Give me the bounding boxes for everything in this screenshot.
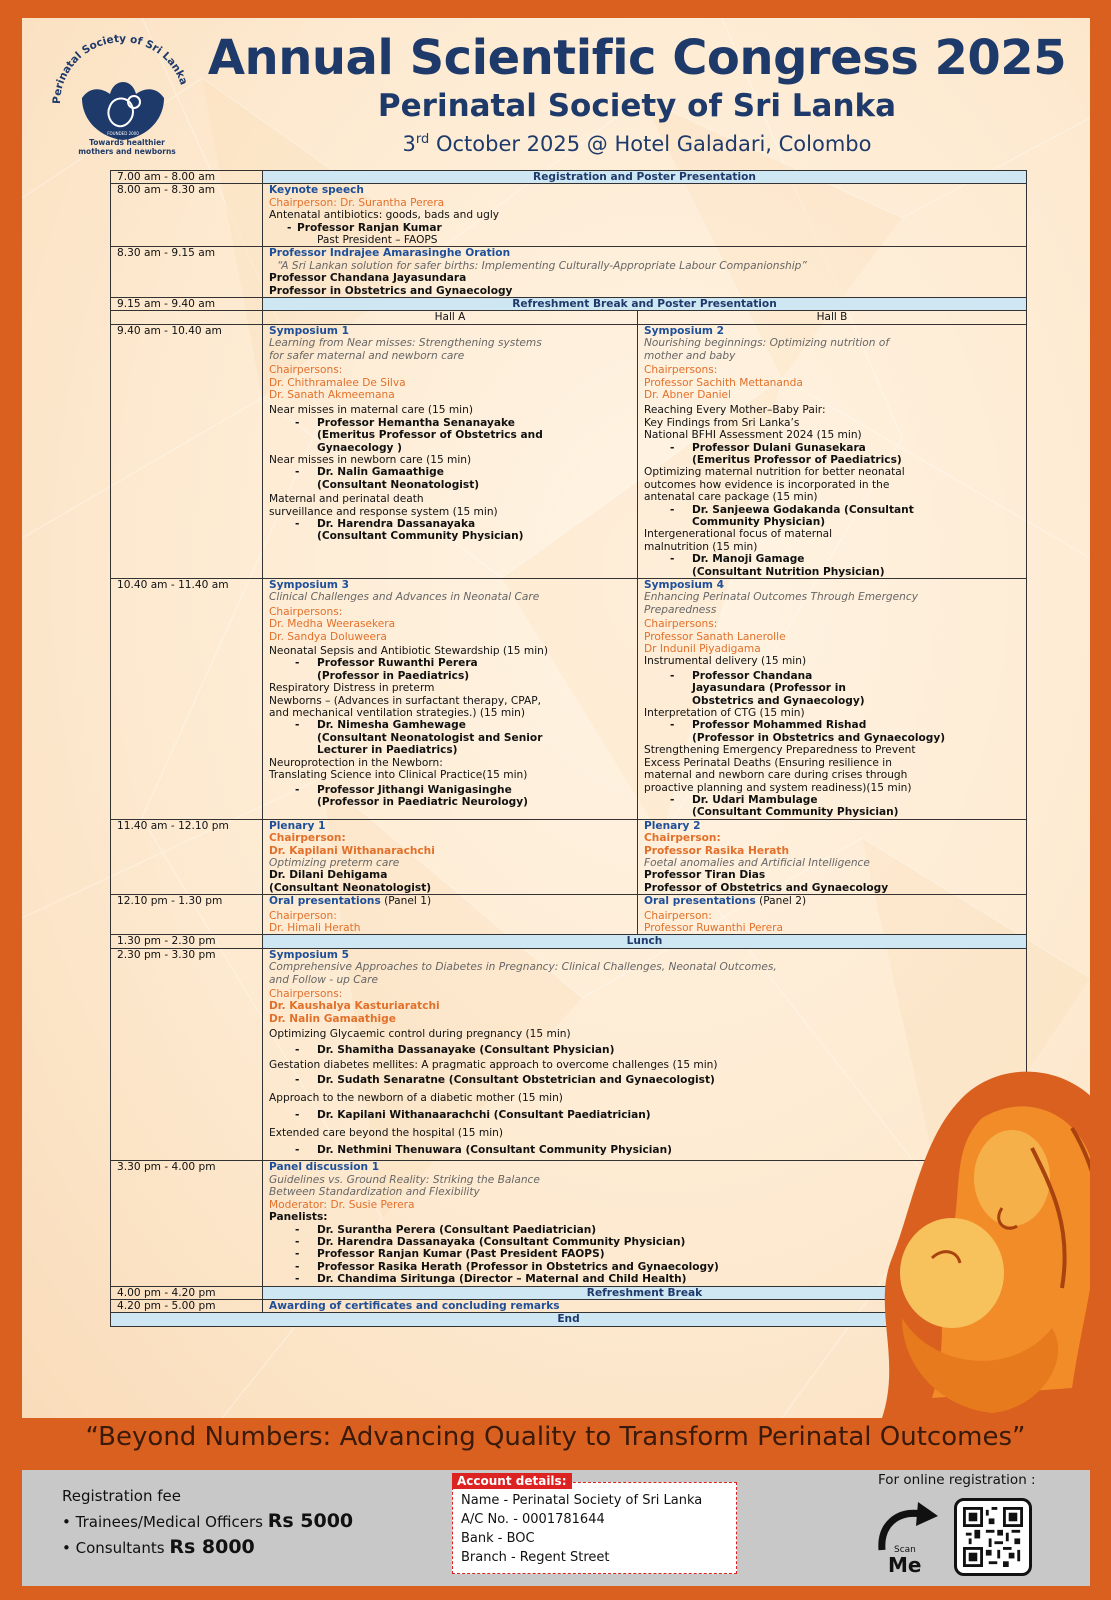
tagline-quote: “Beyond Numbers: Advancing Quality to Transform Perinatal Outcomes” xyxy=(85,1422,1026,1452)
registration-qr-code[interactable] xyxy=(954,1498,1032,1576)
qr-code-icon xyxy=(963,1507,1023,1567)
footer-panel xyxy=(22,1470,1090,1586)
svg-text:FOUNDED 2000: FOUNDED 2000 xyxy=(107,131,139,136)
svg-text:Perinatal Society of Sri Lanka: Perinatal Society of Sri Lanka xyxy=(50,32,190,105)
page-title: Annual Scientific Congress 2025 xyxy=(207,30,1067,86)
symposium-4-cell: Symposium 4 Enhancing Perinatal Outcomes Through Emergency Preparedness Chairpersons: Professor Sanath Lanerolle Dr Indunil Piyadigama Instrumental delivery (15 min) - Professor Chandana Jayasundara (Professor in Obstetrics and Gynaecology) Interpretation of CTG (15 min) - Professor Mohammed Rishad (Professor in Obstetrics and Gynaecology) Strengthening Emergency Preparedness to Prevent Excess Perinatal Deaths (Ensuring resilience in maternal and newborn care during crises through proactive planning and system readiness)(15 min) - Dr. Udari Mambulage (Consultant Community Physician) xyxy=(638,579,1027,820)
table-row: 2.30 pm - 3.30 pm Symposium 5 Comprehensive Approaches to Diabetes in Pregnancy: Clinical Challenges, Neonatal Outcomes, and Follow - up Care Chairpersons: Dr. Kaushalya Kasturiaratchi Dr. Nalin Gamaathige Optimizing Glycaemic control during pregnancy (15 min) - Dr. Shamitha Dassanayake (Consultant Physician) Gestation diabetes mellites: A pragmatic approach to overcome challenges (15 min) - Dr. Sudath Senaratne (Consultant Obstetrician and Gynaecologist) Approach to the newborn of a diabetic mother (15 min) - Dr. Kapilani Withanaarachchi (Consultant Paediatrician) Extended care beyond the hospital (15 min) - Dr. Nethmini Thenuwara (Consultant Community Physician) xyxy=(111,948,1027,1161)
table-row: 11.40 am - 12.10 pm Plenary 1 Chairperson: Dr. Kapilani Withanarachchi Optimizing preterm care Dr. Dilani Dehigama (Consultant Neonatologist) Plenary 2 Chairperson: Professor Rasika Herath Foetal anomalies and Artificial Intelligence Professor Tiran Dias Professor of Obstetrics and Gynaecology xyxy=(111,819,1027,894)
table-row: 8.00 am - 8.30 am Keynote speech Chairperson: Dr. Surantha Perera Antenatal antibiotics: goods, bads and ugly - Professor Ranjan Kumar Past President – FAOPS xyxy=(111,184,1027,247)
table-row: 10.40 am - 11.40 am Symposium 3 Clinical Challenges and Advances in Neonatal Care Chairpersons: Dr. Medha Weerasekera Dr. Sandya Doluweera Neonatal Sepsis and Antibiotic Stewardship (15 min) - Professor Ruwanthi Perera (Professor in Paediatrics) Respiratory Distress in preterm Newborns – (Advances in surfactant therapy, CPAP, and mechanical ventilation strategies.) (15 min) - Dr. Nimesha Gamhewage (Consultant Neonatologist and Senior Lecturer in Paediatrics) Neuroprotection in the Newborn: Translating Science into Clinical Practice(15 min) - Professor Jithangi Wanigasinghe (Professor in Paediatric Neurology) Symposium 4 Enhancing Perinatal Outcomes Through Emergency Preparedness Chairpersons: Professor Sanath Lanerolle Dr Indunil Piyadigama Instrumental delivery (15 min) - Professor Chandana Jayasundara (Professor in Obstetrics and Gynaecology) Interpretation of CTG (15 min) - Professor Mohammed Rishad (Professor in Obstetrics and Gynaecology) Strengthening Emergency Preparedness to Prevent Excess Perinatal Deaths (Ensuring resilience in maternal and newborn care during crises through proactive planning and system readiness)(15 min) - Dr. Udari Mambulage (Consultant Community Physician) xyxy=(111,579,1027,820)
table-row: 4.00 pm - 4.20 pm Refreshment Break xyxy=(111,1286,1027,1299)
symposium-1-cell: Symposium 1 Learning from Near misses: Strengthening systems for safer maternal and newborn care Chairpersons: Dr. Chithramalee De Silva Dr. Sanath Akmeemana Near misses in maternal care (15 min) - Professor Hemantha Senanayake (Emeritus Professor of Obstetrics and Gynaecology ) Near misses in newborn care (15 min) - Dr. Nalin Gamaathige (Consultant Neonatologist) Maternal and perinatal death surveillance and response system (15 min) - Dr. Harendra Dassanayaka (Consultant Community Physician) xyxy=(263,324,638,578)
table-row: 3.30 pm - 4.00 pm Panel discussion 1 Guidelines vs. Ground Reality: Striking the Balance Between Standardization and Flexibility Moderator: Dr. Susie Perera Panelists: - Dr. Surantha Perera (Consultant Paediatrician) - Dr. Harendra Dassanayaka (Consultant Community Physician) - Professor Ranjan Kumar (Past President FAOPS) - Professor Rasika Herath (Professor in Obstetrics and Gynaecology) - Dr. Chandima Siritunga (Director – Maternal and Child Health) xyxy=(111,1161,1027,1286)
svg-text:Scan: Scan xyxy=(894,1545,916,1555)
table-row: 9.15 am - 9.40 am Refreshment Break and Poster Presentation xyxy=(111,298,1027,311)
fee-trainees: • Trainees/Medical Officers Rs 5000 xyxy=(62,1510,354,1532)
keynote-cell: Keynote speech Chairperson: Dr. Surantha Perera Antenatal antibiotics: goods, bads and ugly - Professor Ranjan Kumar Past President – FAOPS xyxy=(263,184,1027,247)
table-row: 4.20 pm - 5.00 pm Awarding of certificates and concluding remarks xyxy=(111,1299,1027,1312)
symposium-5-cell: Symposium 5 Comprehensive Approaches to Diabetes in Pregnancy: Clinical Challenges, Neonatal Outcomes, and Follow - up Care Chairpersons: Dr. Kaushalya Kasturiaratchi Dr. Nalin Gamaathige Optimizing Glycaemic control during pregnancy (15 min) - Dr. Shamitha Dassanayake (Consultant Physician) Gestation diabetes mellites: A pragmatic approach to overcome challenges (15 min) - Dr. Sudath Senaratne (Consultant Obstetrician and Gynaecologist) Approach to the newborn of a diabetic mother (15 min) - Dr. Kapilani Withanaarachchi (Consultant Paediatrician) Extended care beyond the hospital (15 min) - Dr. Nethmini Thenuwara (Consultant Community Physician) xyxy=(263,948,1027,1161)
svg-text:Me: Me xyxy=(888,1553,922,1577)
oral-panel-1-cell: Oral presentations (Panel 1) Chairperson: Dr. Himali Herath xyxy=(263,895,638,935)
scan-me-icon xyxy=(872,1500,952,1580)
mother-and-baby-illustration xyxy=(842,1058,1090,1418)
online-registration-label: For online registration : xyxy=(878,1472,1036,1488)
hall-a-header: Hall A xyxy=(263,311,638,324)
end-row: End xyxy=(111,1313,1027,1326)
table-row: 9.40 am - 10.40 am Symposium 1 Learning from Near misses: Strengthening systems for safer maternal and newborn care Chairpersons: Dr. Chithramalee De Silva Dr. Sanath Akmeemana Near misses in maternal care (15 min) - Professor Hemantha Senanayake (Emeritus Professor of Obstetrics and Gynaecology ) Near misses in newborn care (15 min) - Dr. Nalin Gamaathige (Consultant Neonatologist) Maternal and perinatal death surveillance and response system (15 min) - Dr. Harendra Dassanayaka (Consultant Community Physician) Symposium 2 Nourishing beginnings: Optimizing nutrition of mother and baby Chairpersons: Professor Sachith Mettananda Dr. Abner Daniel Reaching Every Mother–Baby Pair: Key Findings from Sri Lanka’s National BFHI Assessment 2024 (15 min) - Professor Dulani Gunasekara (Emeritus Professor of Paediatrics) Optimizing maternal nutrition for better neonatal outcomes how evidence is incorporated in the antenatal care package (15 min) - Dr. Sanjeewa Godakanda (Consultant Community Physician) Intergenerational focus of maternal malnutrition (15 min) - Dr. Manoji Gamage (Consultant Nutrition Physician) xyxy=(111,324,1027,578)
table-row: 12.10 pm - 1.30 pm Oral presentations (Panel 1) Chairperson: Dr. Himali Herath Oral presentations (Panel 2) Chairperson: Professor Ruwanthi Perera xyxy=(111,895,1027,935)
table-row xyxy=(111,311,1027,324)
plenary-2-cell: Plenary 2 Chairperson: Professor Rasika Herath Foetal anomalies and Artificial Intelligence Professor Tiran Dias Professor of Obstetrics and Gynaecology xyxy=(638,819,1027,894)
table-row: 1.30 pm - 2.30 pm Lunch xyxy=(111,935,1027,948)
logo-tagline: Towards healthier mothers and newborns xyxy=(78,138,176,156)
symposium-3-cell: Symposium 3 Clinical Challenges and Advances in Neonatal Care Chairpersons: Dr. Medha Weerasekera Dr. Sandya Doluweera Neonatal Sepsis and Antibiotic Stewardship (15 min) - Professor Ruwanthi Perera (Professor in Paediatrics) Respiratory Distress in preterm Newborns – (Advances in surfactant therapy, CPAP, and mechanical ventilation strategies.) (15 min) - Dr. Nimesha Gamhewage (Consultant Neonatologist and Senior Lecturer in Paediatrics) Neuroprotection in the Newborn: Translating Science into Clinical Practice(15 min) - Professor Jithangi Wanigasinghe (Professor in Paediatric Neurology) xyxy=(263,579,638,820)
oration-cell: Professor Indrajee Amarasinghe Oration “A Sri Lankan solution for safer births: Implementing Culturally-Appropriate Labour Companionship” Professor Chandana Jayasundara Professor in Obstetrics and Gynaecology xyxy=(263,247,1027,298)
event-date-venue: 3rd October 2025 @ Hotel Galadari, Colombo xyxy=(402,132,872,156)
fee-consultants: • Consultants Rs 8000 xyxy=(62,1536,255,1558)
page-subtitle: Perinatal Society of Sri Lanka xyxy=(377,88,897,124)
account-details-box: Account details: Name - Perinatal Society of Sri Lanka A/C No. - 0001781644 Bank - BOC Branch - Regent Street xyxy=(452,1482,737,1574)
symposium-2-cell: Symposium 2 Nourishing beginnings: Optimizing nutrition of mother and baby Chairpersons: Professor Sachith Mettananda Dr. Abner Daniel Reaching Every Mother–Baby Pair: Key Findings from Sri Lanka’s National BFHI Assessment 2024 (15 min) - Professor Dulani Gunasekara (Emeritus Professor of Paediatrics) Optimizing maternal nutrition for better neonatal outcomes how evidence is incorporated in the antenatal care package (15 min) - Dr. Sanjeewa Godakanda (Consultant Community Physician) Intergenerational focus of maternal malnutrition (15 min) - Dr. Manoji Gamage (Consultant Nutrition Physician) xyxy=(638,324,1027,578)
poster-background xyxy=(22,18,1090,1418)
table-row: 7.00 am - 8.00 am Registration and Poster Presentation xyxy=(111,171,1027,184)
oral-panel-2-cell: Oral presentations (Panel 2) Chairperson: Professor Ruwanthi Perera xyxy=(638,895,1027,935)
plenary-1-cell: Plenary 1 Chairperson: Dr. Kapilani Withanarachchi Optimizing preterm care Dr. Dilani Dehigama (Consultant Neonatologist) xyxy=(263,819,638,894)
panel-discussion-cell: Panel discussion 1 Guidelines vs. Ground Reality: Striking the Balance Between Standardization and Flexibility Moderator: Dr. Susie Perera Panelists: - Dr. Surantha Perera (Consultant Paediatrician) - Dr. Harendra Dassanayaka (Consultant Community Physician) - Professor Ranjan Kumar (Past President FAOPS) - Professor Rasika Herath (Professor in Obstetrics and Gynaecology) - Dr. Chandima Siritunga (Director – Maternal and Child Health) xyxy=(263,1161,1027,1286)
hall-b-header: Hall B xyxy=(638,311,1027,324)
registration-fees: Registration fee • Trainees/Medical Officers Rs 5000 • Consultants Rs 8000 xyxy=(62,1484,353,1561)
table-row: 8.30 am - 9.15 am Professor Indrajee Amarasinghe Oration “A Sri Lankan solution for safer births: Implementing Culturally-Appropriate Labour Companionship” Professor Chandana Jayasundara Professor in Obstetrics and Gynaecology xyxy=(111,247,1027,298)
